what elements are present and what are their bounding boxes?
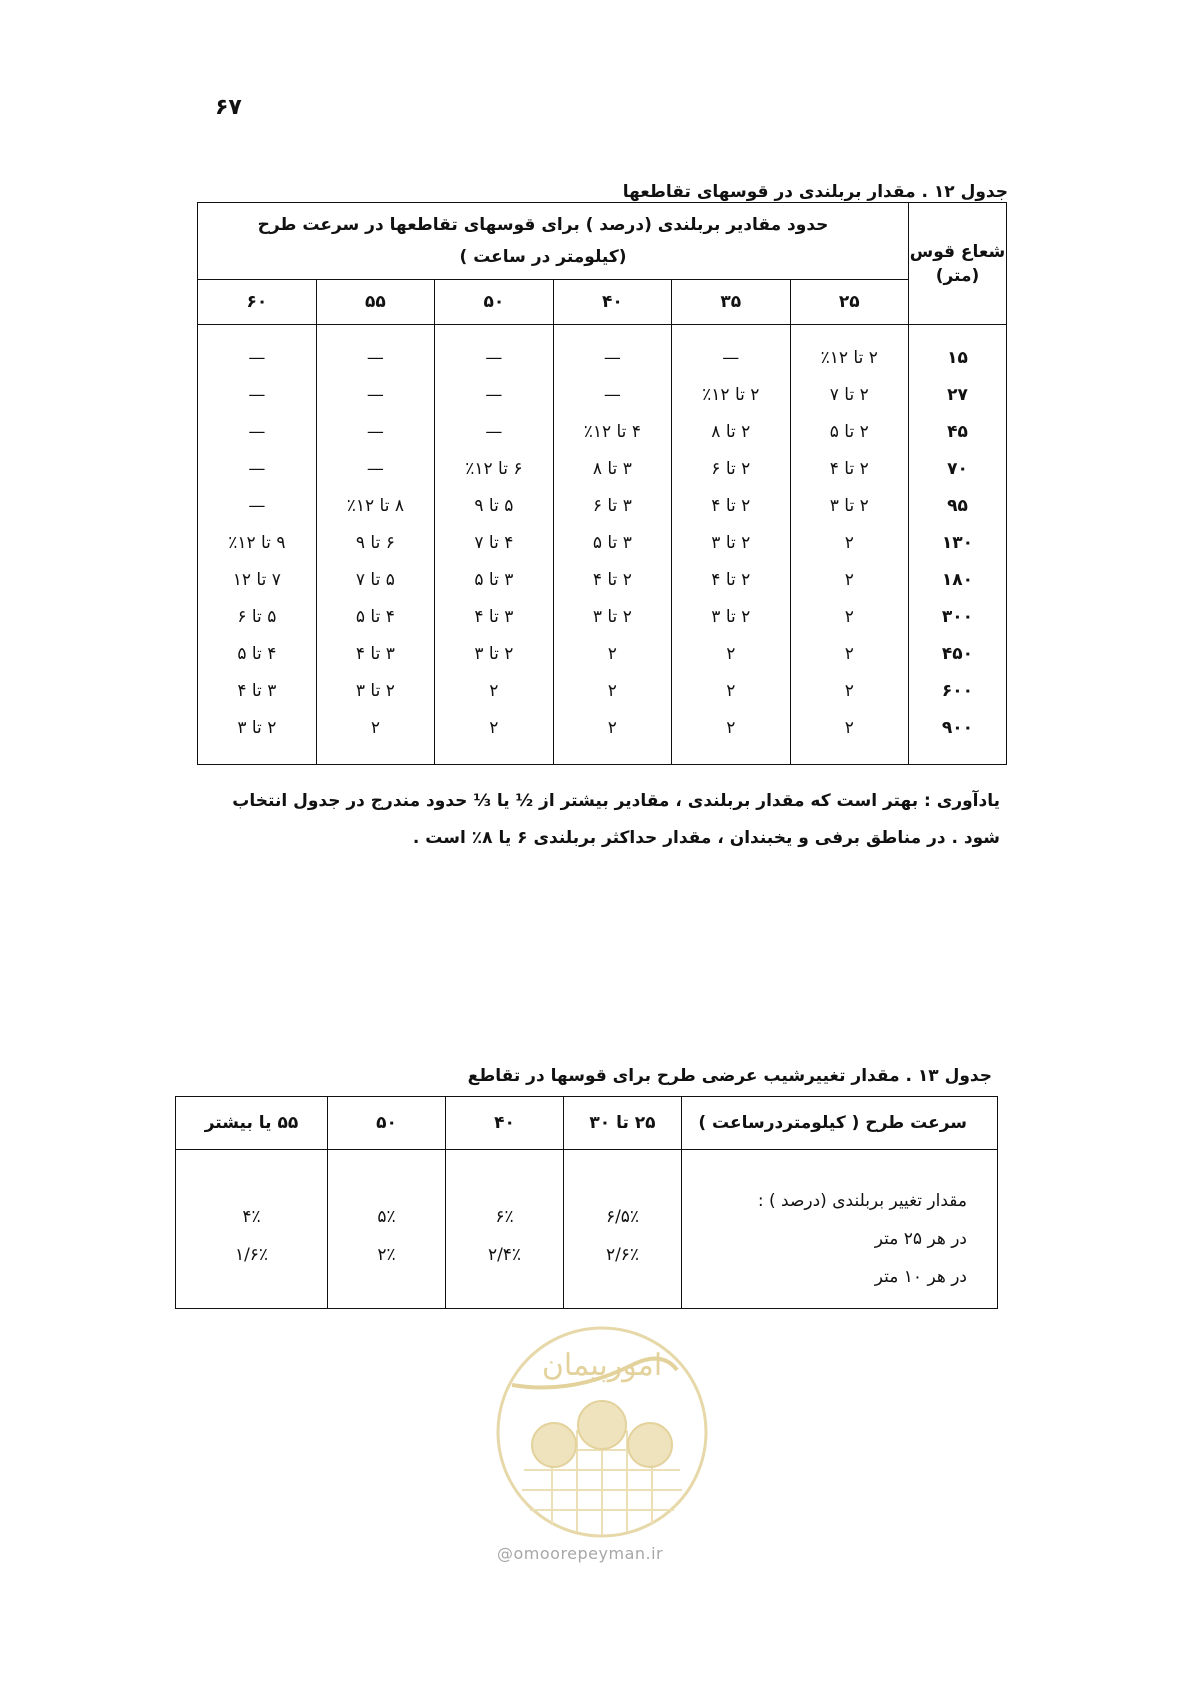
superelevation-cell: ۲ xyxy=(553,635,671,672)
superelevation-cell: — xyxy=(316,413,434,450)
radius-header xyxy=(909,203,1007,325)
superelevation-cell: ۴ تا ۵ xyxy=(316,598,434,635)
note-line1: یادآوری : بهتر است که مقدار بربلندی ، مقادیر بیشتر از ½ یا ⅓ حدود مندرج در جدول انتخاب xyxy=(232,791,1000,811)
superelevation-cell: ۲ xyxy=(790,635,908,672)
radius-header-line1: شعاع قوس xyxy=(909,241,1006,262)
superelevation-cell: — xyxy=(198,376,317,413)
superelevation-cell: ۲ xyxy=(790,524,908,561)
superelevation-cell: — xyxy=(198,413,317,450)
superelevation-cell: — xyxy=(553,376,671,413)
superelevation-cell: ۲ تا ۳ xyxy=(435,635,553,672)
table13-speed-header: ۵۰ xyxy=(328,1097,446,1150)
radius-cell: ۷۰ xyxy=(909,450,1007,487)
radius-cell: ۹۵ xyxy=(909,487,1007,524)
superelevation-cell: — xyxy=(198,450,317,487)
superelevation-cell: — xyxy=(316,450,434,487)
table-row xyxy=(198,635,1007,672)
table-row xyxy=(198,413,1007,450)
table-row xyxy=(198,487,1007,524)
table-row xyxy=(198,524,1007,561)
radius-cell: ۶۰۰ xyxy=(909,672,1007,709)
superelevation-cell: ۵ تا ۹ xyxy=(435,487,553,524)
superelevation-cell: ۲ تا ۴ xyxy=(672,487,790,524)
superelevation-cell: — xyxy=(435,413,553,450)
page-number: ۶۷ xyxy=(215,95,242,120)
table13-value: ۲/۴٪ xyxy=(487,1245,522,1265)
superelevation-cell: ۲ xyxy=(316,709,434,765)
superelevation-cell: ۲ xyxy=(672,672,790,709)
radius-cell: ۴۵۰ xyxy=(909,635,1007,672)
superelevation-cell: ۲ تا ۴ xyxy=(790,450,908,487)
superelevation-cell: ۴ تا ۵ xyxy=(198,635,317,672)
table-row xyxy=(198,450,1007,487)
speed-col-header: ۳۵ xyxy=(672,280,790,325)
table13-cell xyxy=(328,1150,446,1309)
table13-cell xyxy=(446,1150,564,1309)
table13-value: ۶٪ xyxy=(495,1207,514,1227)
radius-cell: ۱۵ xyxy=(909,325,1007,377)
superelevation-cell: ۲ xyxy=(790,598,908,635)
superelevation-cell: — xyxy=(316,376,434,413)
superelevation-cell: ۲ تا ۱۲٪ xyxy=(672,376,790,413)
superelevation-cell: ۵ تا ۷ xyxy=(316,561,434,598)
superelevation-cell: ۲ تا ۱۲٪ xyxy=(790,325,908,377)
superelevation-cell: ۲ تا ۳ xyxy=(790,487,908,524)
superelevation-cell: ۳ تا ۶ xyxy=(553,487,671,524)
table12-body xyxy=(198,325,1007,765)
speed-col-header: ۵۰ xyxy=(435,280,553,325)
superelevation-cell: ۲ تا ۸ xyxy=(672,413,790,450)
superelevation-cell: ۲ xyxy=(672,709,790,765)
superelevation-cell: ۲ تا ۷ xyxy=(790,376,908,413)
superelevation-cell: ۶ تا ۹ xyxy=(316,524,434,561)
superelevation-cell: ۵ تا ۶ xyxy=(198,598,317,635)
superelevation-cell: ۳ تا ۴ xyxy=(316,635,434,672)
table13-cell xyxy=(176,1150,328,1309)
table13-speed-header: ۲۵ تا ۳۰ xyxy=(564,1097,682,1150)
table13-group-label: مقدار تغییر بربلندی (درصد ) : xyxy=(757,1191,967,1211)
superelevation-cell: ۶ تا ۱۲٪ xyxy=(435,450,553,487)
table-row xyxy=(198,709,1007,765)
superelevation-cell: ۲ تا ۳ xyxy=(672,524,790,561)
superelevation-cell: ۳ تا ۴ xyxy=(198,672,317,709)
superelevation-cell: ۲ تا ۵ xyxy=(790,413,908,450)
radius-header-line2: (متر) xyxy=(935,265,980,286)
table13-value: ۶/۵٪ xyxy=(605,1207,640,1227)
radius-cell: ۱۸۰ xyxy=(909,561,1007,598)
speed-col-header: ۶۰ xyxy=(198,280,317,325)
table13-cell xyxy=(564,1150,682,1309)
superelevation-cell: — xyxy=(435,325,553,377)
superelevation-cell: — xyxy=(672,325,790,377)
radius-cell: ۳۰۰ xyxy=(909,598,1007,635)
superelevation-cell: — xyxy=(316,325,434,377)
table12 xyxy=(197,202,1007,765)
superelevation-cell: ۲ xyxy=(790,709,908,765)
superelevation-cell: — xyxy=(435,376,553,413)
superelevation-cell: ۸ تا ۱۲٪ xyxy=(316,487,434,524)
superelevation-cell: ۲ تا ۴ xyxy=(672,561,790,598)
table13-row-label: در هر ۲۵ متر xyxy=(874,1229,967,1249)
table-row xyxy=(198,672,1007,709)
table13-row-label: در هر ۱۰ متر xyxy=(874,1267,967,1287)
table13-caption: جدول ۱۳ . مقدار تغییرشیب عرضی طرح برای قوسها در تقاطع xyxy=(467,1066,992,1086)
table13-value: ۲/۶٪ xyxy=(605,1245,640,1265)
superelevation-cell: ۲ xyxy=(553,709,671,765)
superelevation-cell: ۲ xyxy=(553,672,671,709)
superelevation-cell: ۴ تا ۷ xyxy=(435,524,553,561)
table-row xyxy=(198,598,1007,635)
superelevation-cell: ۲ xyxy=(790,672,908,709)
superelevation-cell: ۲ xyxy=(435,709,553,765)
table13-speed-header: ۵۵ یا بیشتر xyxy=(176,1097,328,1150)
superelevation-cell: — xyxy=(198,325,317,377)
superelevation-cell: ۴ تا ۱۲٪ xyxy=(553,413,671,450)
table13-value: ۵٪ xyxy=(377,1207,396,1227)
watermark-site: @omoorepeyman.ir xyxy=(497,1544,664,1563)
superelevation-cell: ۲ تا ۳ xyxy=(316,672,434,709)
speed-header-line2: (کیلومتر در ساعت ) xyxy=(459,247,627,267)
table12-caption: جدول ۱۲ . مقدار بربلندی در قوسهای تقاطعها xyxy=(622,182,1008,202)
table13-speed-header: ۴۰ xyxy=(446,1097,564,1150)
superelevation-cell: ۳ تا ۸ xyxy=(553,450,671,487)
superelevation-cell: ۹ تا ۱۲٪ xyxy=(198,524,317,561)
superelevation-cell: ۲ تا ۳ xyxy=(672,598,790,635)
watermark-logo-icon xyxy=(492,1320,712,1548)
superelevation-cell: ۲ تا ۶ xyxy=(672,450,790,487)
table13-header-label: سرعت طرح ( کیلومتردرساعت ) xyxy=(682,1097,998,1150)
superelevation-cell: ۳ تا ۵ xyxy=(435,561,553,598)
table-row xyxy=(198,376,1007,413)
table13-row-labels xyxy=(682,1150,998,1309)
watermark-logo-text: امورپیمان xyxy=(541,1348,663,1383)
speed-col-header: ۵۵ xyxy=(316,280,434,325)
table13-value: ۲٪ xyxy=(377,1245,396,1265)
table13-value: ۱/۶٪ xyxy=(234,1245,269,1265)
speed-header xyxy=(198,203,909,280)
superelevation-cell: — xyxy=(553,325,671,377)
superelevation-cell: ۳ تا ۵ xyxy=(553,524,671,561)
superelevation-cell: ۲ تا ۳ xyxy=(553,598,671,635)
note-line2: شود . در مناطق برفی و یخبندان ، مقدار حداکثر بربلندی ۶ یا ۸٪ است . xyxy=(412,828,1000,848)
note xyxy=(180,783,1000,857)
table13-value: ۴٪ xyxy=(242,1207,261,1227)
superelevation-cell: ۲ xyxy=(790,561,908,598)
superelevation-cell: ۳ تا ۴ xyxy=(435,598,553,635)
table13 xyxy=(175,1096,998,1309)
radius-cell: ۲۷ xyxy=(909,376,1007,413)
table-row xyxy=(198,561,1007,598)
superelevation-cell: ۲ تا ۳ xyxy=(198,709,317,765)
table-row xyxy=(198,325,1007,377)
speed-col-header: ۲۵ xyxy=(790,280,908,325)
superelevation-cell: ۲ تا ۴ xyxy=(553,561,671,598)
superelevation-cell: ۷ تا ۱۲ xyxy=(198,561,317,598)
radius-cell: ۴۵ xyxy=(909,413,1007,450)
superelevation-cell: ۲ xyxy=(435,672,553,709)
radius-cell: ۱۳۰ xyxy=(909,524,1007,561)
superelevation-cell: — xyxy=(198,487,317,524)
radius-cell: ۹۰۰ xyxy=(909,709,1007,765)
superelevation-cell: ۲ xyxy=(672,635,790,672)
speed-header-line1: حدود مقادیر بربلندی (درصد ) برای قوسهای تقاطعها در سرعت طرح xyxy=(257,215,829,235)
speed-col-header: ۴۰ xyxy=(553,280,671,325)
